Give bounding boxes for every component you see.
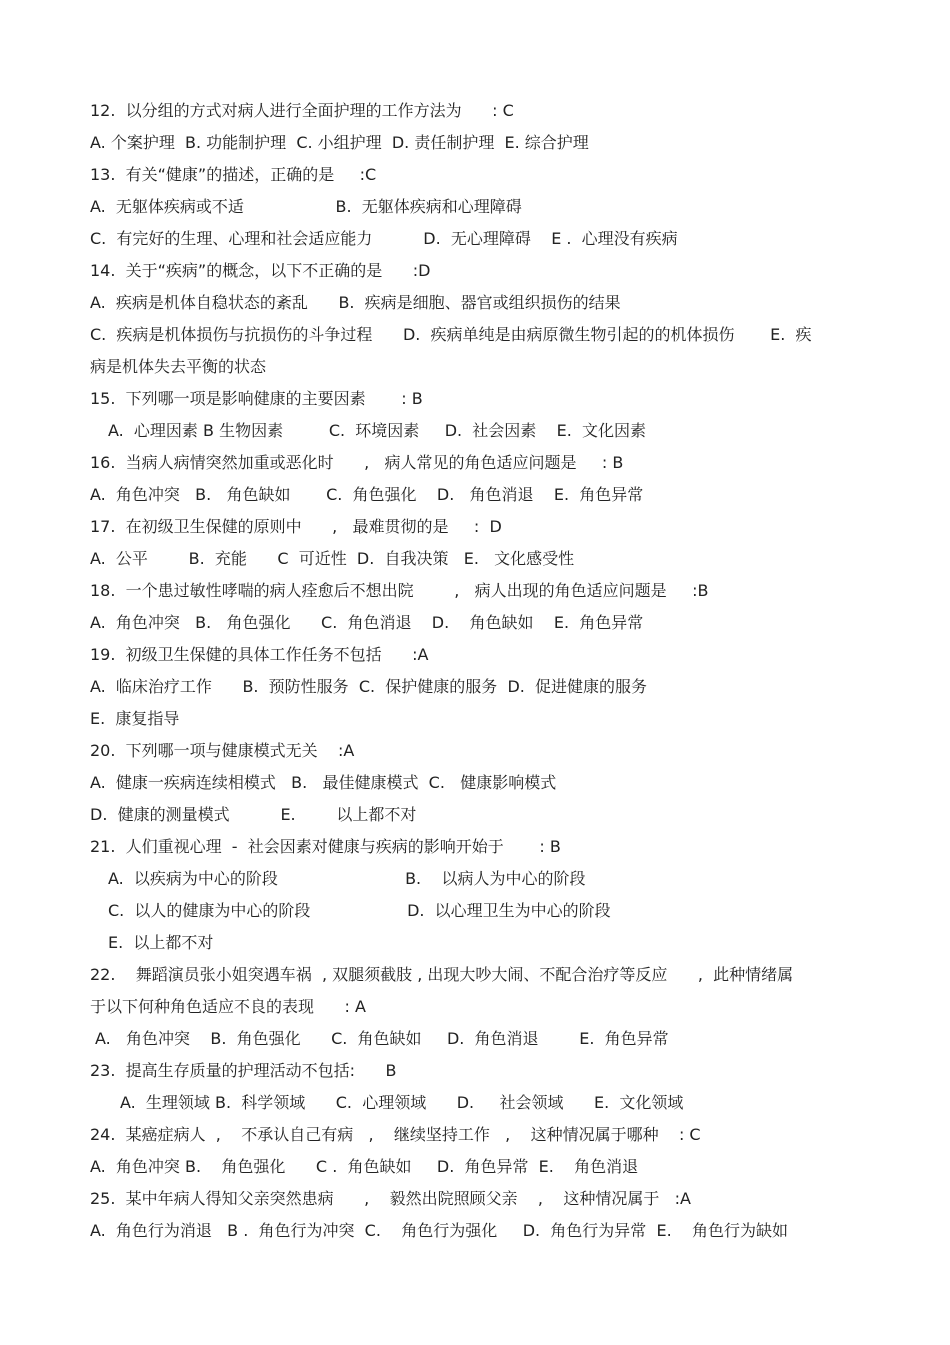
question-17: 17. 在初级卫生保健的原则中 , 最难贯彻的是 : D	[90, 517, 502, 536]
question-22-options: A. 角色冲突 B. 角色强化 C. 角色缺如 D. 角色消退 E. 角色异常	[95, 1029, 669, 1048]
question-19-options-b: E. 康复指导	[90, 709, 180, 728]
question-14-options-b: C. 疾病是机体损伤与抗损伤的斗争过程 D. 疾病单纯是由病原微生物引起的的机体损伤 E. 疾	[90, 325, 812, 344]
question-16-options: A. 角色冲突 B. 角色缺如 C. 角色强化 D. 角色消退 E. 角色异常	[90, 485, 644, 504]
question-20-options-b: D. 健康的测量模式 E. 以上都不对	[90, 805, 417, 824]
question-24-options: A. 角色冲突 B. 角色强化 C . 角色缺如 D. 角色异常 E. 角色消退	[90, 1157, 639, 1176]
question-12-options: A. 个案护理 B. 功能制护理 C. 小组护理 D. 责任制护理 E. 综合护理	[90, 133, 589, 152]
question-21-options-c: E. 以上都不对	[108, 933, 214, 952]
question-19: 19. 初级卫生保健的具体工作任务不包括 :A	[90, 645, 429, 664]
question-21: 21. 人们重视心理 - 社会因素对健康与疾病的影响开始于 : B	[90, 837, 561, 856]
question-21-options-b: C. 以人的健康为中心的阶段 D. 以心理卫生为中心的阶段	[108, 901, 611, 920]
question-25-options: A. 角色行为消退 B . 角色行为冲突 C. 角色行为强化 D. 角色行为异常 E. 角色行为缺如	[90, 1221, 788, 1240]
question-14-options-c: 病是机体失去平衡的状态	[90, 357, 267, 376]
question-13-options-a: A. 无躯体疾病或不适 B. 无躯体疾病和心理障碍	[90, 197, 522, 216]
question-14: 14. 关于“疾病”的概念，以下不正确的是 :D	[90, 261, 431, 280]
question-13: 13. 有关“健康”的描述，正确的是 :C	[90, 165, 377, 184]
question-15-options: A. 心理因素 B 生物因素 C. 环境因素 D. 社会因素 E. 文化因素	[108, 421, 646, 440]
question-18-options: A. 角色冲突 B. 角色强化 C. 角色消退 D. 角色缺如 E. 角色异常	[90, 613, 644, 632]
question-19-options-a: A. 临床治疗工作 B. 预防性服务 C. 保护健康的服务 D. 促进健康的服务	[90, 677, 648, 696]
question-13-options-b: C. 有完好的生理、心理和社会适应能力 D. 无心理障碍 E . 心理没有疾病	[90, 229, 678, 248]
question-18: 18. 一个患过敏性哮喘的病人痊愈后不想出院 , 病人出现的角色适应问题是 :B	[90, 581, 709, 600]
question-25: 25. 某中年病人得知父亲突然患病 , 毅然出院照顾父亲 , 这种情况属于 :A	[90, 1189, 691, 1208]
question-14-options-a: A. 疾病是机体自稳状态的紊乱 B. 疾病是细胞、器官或组织损伤的结果	[90, 293, 621, 312]
question-15: 15. 下列哪一项是影响健康的主要因素 : B	[90, 389, 423, 408]
question-20-options-a: A. 健康一疾病连续相模式 B. 最佳健康模式 C. 健康影响模式	[90, 773, 557, 792]
question-22: 22. 舞蹈演员张小姐突遇车祸 , 双腿须截肢 , 出现大吵大闹、不配合治疗等反应 , 此种情绪属	[90, 965, 794, 984]
question-24: 24. 某癌症病人 , 不承认自己有病 , 继续坚持工作 , 这种情况属于哪种 : C	[90, 1125, 701, 1144]
question-21-options-a: A. 以疾病为中心的阶段 B. 以病人为中心的阶段	[108, 869, 586, 888]
question-22-cont: 于以下何种角色适应不良的表现 : A	[90, 997, 366, 1016]
question-23: 23. 提高生存质量的护理活动不包括: B	[90, 1061, 397, 1080]
question-17-options: A. 公平 B. 充能 C 可近性 D. 自我决策 E. 文化感受性	[90, 549, 575, 568]
question-23-options: A. 生理领域 B. 科学领域 C. 心理领域 D. 社会领域 E. 文化领域	[120, 1093, 684, 1112]
question-12: 12. 以分组的方式对病人进行全面护理的工作方法为 : C	[90, 101, 514, 120]
question-16: 16. 当病人病情突然加重或恶化时 , 病人常见的角色适应问题是 : B	[90, 453, 624, 472]
question-20: 20. 下列哪一项与健康模式无关 :A	[90, 741, 355, 760]
